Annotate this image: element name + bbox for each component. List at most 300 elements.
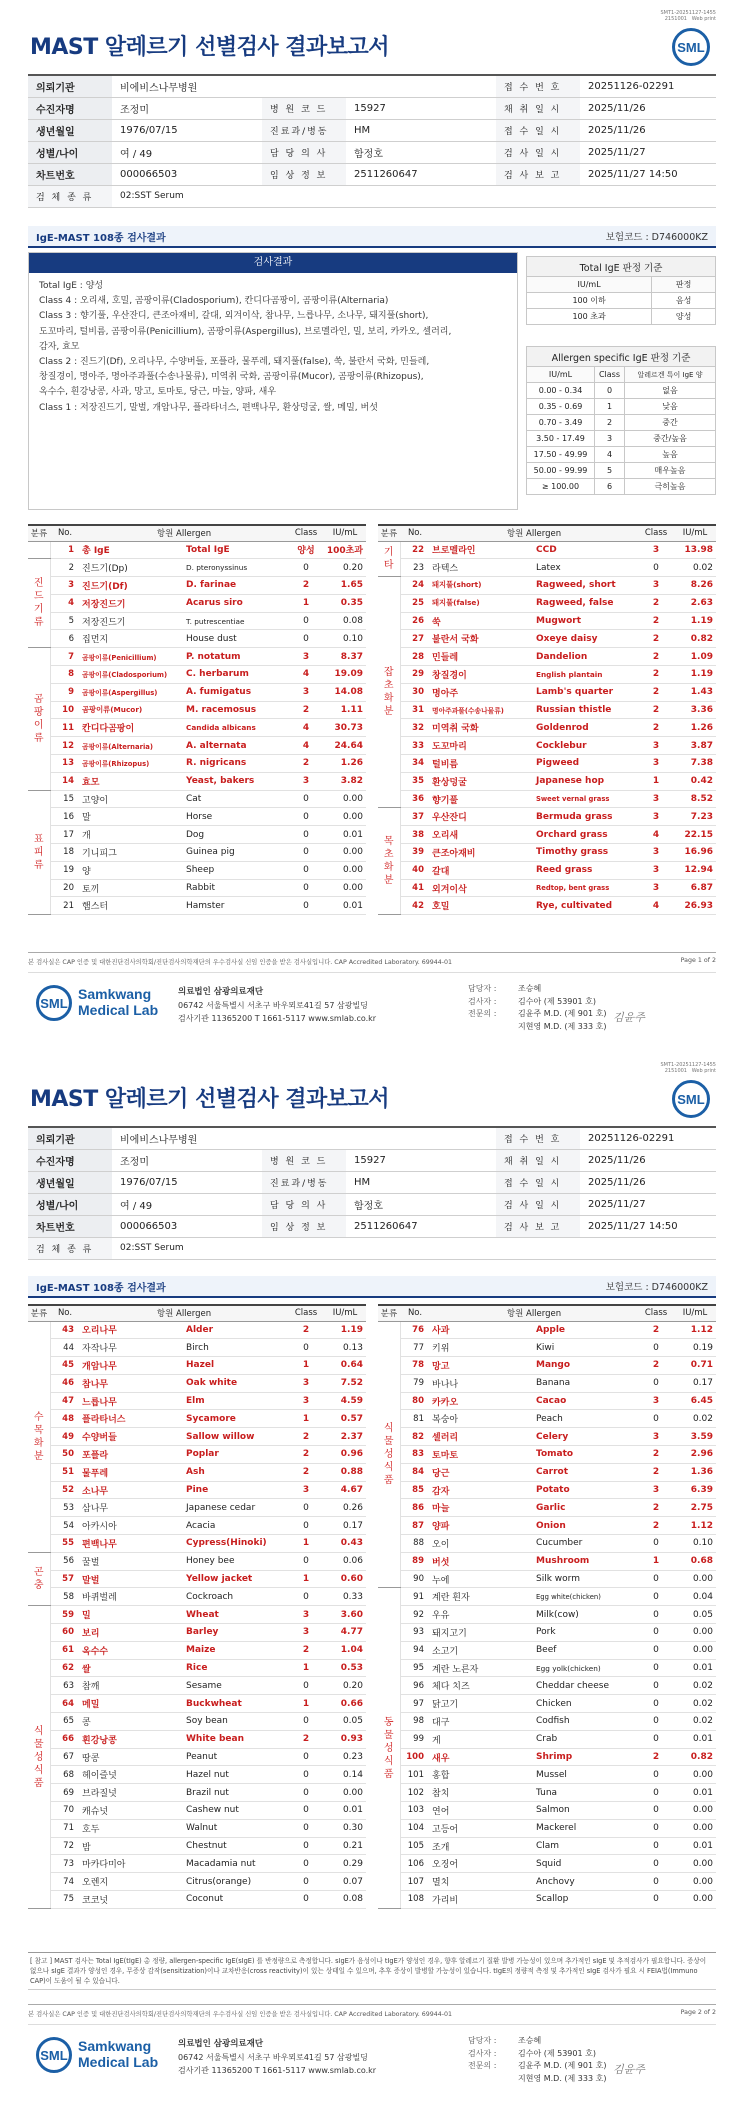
allergen-class: 2 <box>638 1748 674 1766</box>
criteria-row <box>527 399 716 415</box>
allergen-no: 98 <box>400 1713 430 1731</box>
allergen-english-name: Bermuda grass <box>534 808 638 826</box>
allergen-korean-name: 감자 <box>430 1481 534 1499</box>
allergen-english-name: Yeast, bakers <box>184 772 288 790</box>
allergen-no: 36 <box>400 790 430 808</box>
allergen-class: 0 <box>288 1837 324 1855</box>
dept-label: 진료과/병동 <box>262 119 346 141</box>
allergen-korean-name: 셀러리 <box>430 1428 534 1446</box>
clinical-label: 임 상 정 보 <box>262 1215 346 1237</box>
allergen-no: 91 <box>400 1588 430 1606</box>
allergen-korean-name: 쑥 <box>430 612 534 630</box>
allergen-class: 0 <box>638 1624 674 1642</box>
allergen-korean-name: 마늘 <box>430 1499 534 1517</box>
allergen-english-name: Codfish <box>534 1713 638 1731</box>
lab-staff <box>468 2035 606 2085</box>
allergen-korean-name: 양 <box>80 861 184 879</box>
allergen-english-name: Crab <box>534 1730 638 1748</box>
allergen-no: 64 <box>50 1695 80 1713</box>
allergen-korean-name: 당근 <box>430 1463 534 1481</box>
specific-ige-criteria-table <box>526 346 716 495</box>
allergen-row <box>378 1784 716 1802</box>
allergen-row <box>378 612 716 630</box>
allergen-no: 16 <box>50 808 80 826</box>
allergen-no: 48 <box>50 1410 80 1428</box>
allergen-class: 0 <box>288 1552 324 1570</box>
allergen-korean-name: 망고 <box>430 1357 534 1375</box>
allergen-class: 0 <box>288 861 324 879</box>
allergen-english-name: Oxeye daisy <box>534 630 638 648</box>
allergen-group-label: 식 물 성 식 품 <box>28 1606 50 1909</box>
criteria-cell: 극히높음 <box>625 479 716 495</box>
allergen-class: 2 <box>288 1463 324 1481</box>
allergen-row <box>28 1766 366 1784</box>
org-label: 의뢰기관 <box>28 1127 112 1149</box>
allergen-english-name: Total IgE <box>184 541 288 559</box>
allergen-english-name: Wheat <box>184 1606 288 1624</box>
patient-info-table <box>28 74 716 208</box>
allergen-no: 76 <box>400 1321 430 1339</box>
allergen-value: 22.15 <box>674 826 716 844</box>
allergen-class: 1 <box>288 1357 324 1375</box>
allergen-korean-name: 도꼬마리 <box>430 737 534 755</box>
allergen-class: 0 <box>288 844 324 862</box>
allergen-class: 2 <box>288 1446 324 1464</box>
test-title-bar <box>28 226 716 248</box>
page-footer <box>28 952 716 966</box>
allergen-row <box>378 1570 716 1588</box>
sml-logo: SML <box>672 28 710 66</box>
allergen-row <box>378 737 716 755</box>
allergen-no: 79 <box>400 1374 430 1392</box>
allergen-class: 3 <box>288 772 324 790</box>
criteria-cell: 100 초과 <box>527 309 652 325</box>
allergen-class: 0 <box>288 1891 324 1909</box>
allergen-english-name: Shrimp <box>534 1748 638 1766</box>
allergen-class: 3 <box>288 1606 324 1624</box>
allergen-english-name: Cucumber <box>534 1535 638 1553</box>
allergen-english-name: Scallop <box>534 1891 638 1909</box>
allergen-korean-name: 닭고기 <box>430 1695 534 1713</box>
allergen-korean-name: 개암나무 <box>80 1357 184 1375</box>
allergen-row <box>378 1357 716 1375</box>
allergen-korean-name: 사과 <box>430 1321 534 1339</box>
allergen-no: 63 <box>50 1677 80 1695</box>
dob-label: 생년월일 <box>28 1171 112 1193</box>
criteria-cell: 17.50 - 49.99 <box>527 447 595 463</box>
allergen-value: 1.12 <box>674 1321 716 1339</box>
allergen-group-label: 곤 충 <box>28 1552 50 1605</box>
accreditation-text: 본 검사실은 CAP 인증 및 대한진단검사의학회/진단검사의학재단의 우수검사실 신임 인증을 받은 검사실입니다. CAP Accredited Laboratory. 69944-01 <box>28 2011 453 2018</box>
allergen-no: 38 <box>400 826 430 844</box>
allergen-value: 0.68 <box>674 1552 716 1570</box>
allergen-no: 54 <box>50 1517 80 1535</box>
allergen-row <box>378 1641 716 1659</box>
recv-no-value: 20251126-02291 <box>580 1127 716 1149</box>
page-number: Page 2 of 2 <box>680 2009 716 2016</box>
allergen-row <box>28 737 366 755</box>
no-header: No. <box>400 1305 430 1321</box>
allergen-class: 4 <box>638 897 674 915</box>
allergen-value: 0.82 <box>674 630 716 648</box>
allergen-english-name: Mussel <box>534 1766 638 1784</box>
allergen-row <box>28 897 366 915</box>
sml-logo: SML <box>672 1080 710 1118</box>
allergen-value: 13.98 <box>674 541 716 559</box>
allergen-english-name: Orchard grass <box>534 826 638 844</box>
allergen-class: 2 <box>288 1730 324 1748</box>
allergen-english-name: Barley <box>184 1624 288 1642</box>
allergen-korean-name: 오렌지 <box>80 1873 184 1891</box>
table-header-row <box>28 1305 366 1321</box>
allergen-no: 86 <box>400 1499 430 1517</box>
allergen-korean-name: 오이 <box>430 1535 534 1553</box>
page-footer <box>28 2004 716 2018</box>
allergen-row <box>28 1606 366 1624</box>
value-header: IU/mL <box>324 525 366 541</box>
allergen-english-name: Rye, cultivated <box>534 897 638 915</box>
criteria-cell: 0.35 - 0.69 <box>527 399 595 415</box>
allergen-group-label: 수 목 화 분 <box>28 1321 50 1552</box>
allergen-no: 52 <box>50 1481 80 1499</box>
allergen-korean-name: 돼지고기 <box>430 1624 534 1642</box>
allergen-value: 8.26 <box>674 577 716 595</box>
allergen-korean-name: 바나나 <box>430 1374 534 1392</box>
allergen-row <box>378 1730 716 1748</box>
allergen-class: 2 <box>638 1463 674 1481</box>
allergen-value: 0.00 <box>674 1819 716 1837</box>
allergen-value: 0.21 <box>324 1837 366 1855</box>
allergen-english-name: Mushroom <box>534 1552 638 1570</box>
lab-foundation: 의료법인 삼광의료재단 <box>178 2039 264 2049</box>
allergen-value: 0.00 <box>324 844 366 862</box>
allergen-value: 12.94 <box>674 861 716 879</box>
allergen-value: 0.43 <box>324 1535 366 1553</box>
allergen-korean-name: 복숭아 <box>430 1410 534 1428</box>
allergen-korean-name: 연어 <box>430 1802 534 1820</box>
specimen-value: 02:SST Serum <box>112 1237 716 1259</box>
allergen-english-name: Egg white(chicken) <box>534 1588 638 1606</box>
allergen-korean-name: 오리새 <box>430 826 534 844</box>
allergen-value: 0.82 <box>674 1748 716 1766</box>
allergen-value: 30.73 <box>324 719 366 737</box>
allergen-value: 3.36 <box>674 701 716 719</box>
allergen-korean-name: 효모 <box>80 772 184 790</box>
allergen-row <box>378 1677 716 1695</box>
allergen-no: 74 <box>50 1873 80 1891</box>
allergen-value: 0.01 <box>674 1837 716 1855</box>
allergen-korean-name: 저장진드기 <box>80 612 184 630</box>
no-header: No. <box>400 525 430 541</box>
criteria-header: 알레르겐 특이 IgE 양 <box>625 367 716 383</box>
allergen-row <box>378 1428 716 1446</box>
allergen-row <box>28 719 366 737</box>
allergen-class: 3 <box>638 879 674 897</box>
allergen-korean-name: 토끼 <box>80 879 184 897</box>
criteria-row <box>527 431 716 447</box>
allergen-no: 22 <box>400 541 430 559</box>
hosp-code-value: 15927 <box>346 1149 496 1171</box>
result-summary-line: Class 2 : 진드기(Df), 오리나무, 수양버들, 포플라, 물푸레, 돼지풀(false), 쑥, 불란서 국화, 민들레, <box>39 357 430 368</box>
staff-name: 지현영 M.D. (제 333 호) <box>518 1021 607 1031</box>
allergen-no: 24 <box>400 577 430 595</box>
allergen-english-name: Brazil nut <box>184 1784 288 1802</box>
allergen-no: 62 <box>50 1659 80 1677</box>
criteria-cell: 5 <box>595 463 625 479</box>
allergen-row <box>28 541 366 559</box>
allergen-english-name: Pigweed <box>534 755 638 773</box>
allergen-class: 4 <box>288 737 324 755</box>
allergen-value: 3.60 <box>324 1606 366 1624</box>
staff-role: 전문의 : <box>468 2061 497 2070</box>
allergen-korean-name: 누에 <box>430 1570 534 1588</box>
allergen-korean-name: 꿀벌 <box>80 1552 184 1570</box>
allergen-row <box>28 1784 366 1802</box>
allergen-class: 0 <box>638 1374 674 1392</box>
allergen-value: 7.52 <box>324 1374 366 1392</box>
allergen-row <box>378 790 716 808</box>
allergen-row <box>28 826 366 844</box>
allergen-row <box>28 577 366 595</box>
allergen-value: 0.01 <box>674 1730 716 1748</box>
allergen-class: 0 <box>288 790 324 808</box>
allergen-class: 1 <box>288 594 324 612</box>
allergen-english-name: Ash <box>184 1463 288 1481</box>
allergen-row <box>28 1588 366 1606</box>
allergen-value: 0.00 <box>324 861 366 879</box>
staff-name: 김윤주 M.D. (제 901 호) <box>518 1009 607 1018</box>
allergen-korean-name: 밤 <box>80 1837 184 1855</box>
allergen-class: 0 <box>288 826 324 844</box>
allergen-no: 1 <box>50 541 80 559</box>
allergen-row <box>28 879 366 897</box>
allergen-class: 0 <box>288 1802 324 1820</box>
allergen-no: 77 <box>400 1339 430 1357</box>
allergen-row <box>378 1499 716 1517</box>
allergen-english-name: Celery <box>534 1428 638 1446</box>
allergen-value: 0.23 <box>324 1748 366 1766</box>
allergen-no: 96 <box>400 1677 430 1695</box>
allergen-group-label <box>28 541 50 559</box>
org-label: 의뢰기관 <box>28 75 112 97</box>
staff-role: 검사자 : <box>468 996 497 1006</box>
allergen-no: 10 <box>50 701 80 719</box>
allergen-value: 0.01 <box>324 897 366 915</box>
staff-name: 김수아 (제 53901 호) <box>518 2048 596 2058</box>
allergen-english-name: Acacia <box>184 1517 288 1535</box>
allergen-group-label: 진 드 기 류 <box>28 559 50 648</box>
web-print-stamp: SMT1-20251127-1455 2151001 Web print <box>660 1062 716 1074</box>
allergen-no: 101 <box>400 1766 430 1784</box>
org-value: 비에비스나무병원 <box>112 1127 496 1149</box>
allergen-english-name: Peanut <box>184 1748 288 1766</box>
dob-value: 1976/07/15 <box>112 1171 262 1193</box>
allergen-english-name: Clam <box>534 1837 638 1855</box>
allergen-value: 0.20 <box>324 559 366 577</box>
reference-note: [ 참고 ] MAST 검사는 Total IgE(tIgE) 총 정량, allergen-specific IgE(sIgE) 를 반정량으로 측정합니다. sIgE가 음성이나 tIgE가 양성인 경우, 향후 알레르기 질환 발병 가능성이 있으며 추가적인 sIgE 및 추적검사가 필요합니다. 증상이 없으나 sIgE 결과가 양성인 경우, 무증상 감작(sensitization)이나 교차반응(cross reactivity)이 있는 상태일 수 있으며, 추후 증상이 발병할 가능성이 있습니다. tIgE의 정량적 측정 및 추가적인 sIgE 검사가 필요 시 FEIA법(Immuno CAP)이 도움이 될 수 있습니다. <box>28 1952 716 1990</box>
allergen-english-name: Beef <box>534 1641 638 1659</box>
allergen-row <box>378 1481 716 1499</box>
allergen-english-name: Alder <box>184 1321 288 1339</box>
allergen-english-name: Candida albicans <box>184 719 288 737</box>
allergen-row <box>378 541 716 559</box>
allergen-korean-name: 곰팡이류(Penicillium) <box>80 648 184 666</box>
allergen-english-name: Ragweed, short <box>534 577 638 595</box>
allergen-row <box>28 594 366 612</box>
allergen-class: 3 <box>638 1392 674 1410</box>
allergen-korean-name: 고등어 <box>430 1819 534 1837</box>
test-date-label: 검 사 일 시 <box>496 1193 580 1215</box>
allergen-korean-name: 계란 노른자 <box>430 1659 534 1677</box>
allergen-korean-name: 게 <box>430 1730 534 1748</box>
allergen-value: 0.13 <box>324 1339 366 1357</box>
allergen-class: 2 <box>638 683 674 701</box>
report-title: MAST 알레르기 선별검사 결과보고서 <box>30 35 390 60</box>
allergen-table-p2-left <box>28 1304 366 1909</box>
allergen-no: 105 <box>400 1837 430 1855</box>
allergen-class: 1 <box>638 1552 674 1570</box>
allergen-value: 0.04 <box>674 1588 716 1606</box>
allergen-row <box>28 1552 366 1570</box>
allergen-korean-name: 편백나무 <box>80 1535 184 1553</box>
allergen-korean-name: 브로멜라인 <box>430 541 534 559</box>
allergen-no: 31 <box>400 701 430 719</box>
value-header: IU/mL <box>324 1305 366 1321</box>
allergen-no: 104 <box>400 1819 430 1837</box>
allergen-english-name: House dust <box>184 630 288 648</box>
allergen-value: 8.37 <box>324 648 366 666</box>
accreditation-text: 본 검사실은 CAP 인증 및 대한진단검사의학회/진단검사의학재단의 우수검사실 신임 인증을 받은 검사실입니다. CAP Accredited Laboratory. 69944-01 <box>28 959 453 966</box>
allergen-class: 3 <box>638 861 674 879</box>
allergen-class: 0 <box>638 1570 674 1588</box>
dob-label: 생년월일 <box>28 119 112 141</box>
allergen-no: 42 <box>400 897 430 915</box>
allergen-korean-name: 헤이즐넛 <box>80 1766 184 1784</box>
allergen-no: 65 <box>50 1713 80 1731</box>
allergen-row <box>28 1802 366 1820</box>
allergen-row <box>378 844 716 862</box>
allergen-class: 2 <box>288 1428 324 1446</box>
allergen-english-name: Mugwort <box>534 612 638 630</box>
chart-label: 차트번호 <box>28 1215 112 1237</box>
allergen-english-name: Salmon <box>534 1802 638 1820</box>
allergen-no: 75 <box>50 1891 80 1909</box>
allergen-korean-name: 콩 <box>80 1713 184 1731</box>
allergen-class: 0 <box>288 1873 324 1891</box>
criteria-cell: 높음 <box>625 447 716 463</box>
allergen-class: 0 <box>288 1339 324 1357</box>
allergen-english-name: Hazel <box>184 1357 288 1375</box>
allergen-korean-name: 아카시아 <box>80 1517 184 1535</box>
allergen-english-name: Banana <box>534 1374 638 1392</box>
allergen-no: 18 <box>50 844 80 862</box>
clinical-value: 2511260647 <box>346 1215 496 1237</box>
allergen-no: 66 <box>50 1730 80 1748</box>
report-value: 2025/11/27 14:50 <box>580 163 716 185</box>
allergen-english-name: P. notatum <box>184 648 288 666</box>
allergen-no: 80 <box>400 1392 430 1410</box>
allergen-value: 7.38 <box>674 755 716 773</box>
collect-label: 채 취 일 시 <box>496 1149 580 1171</box>
allergen-value: 0.29 <box>324 1855 366 1873</box>
allergen-english-name: Rabbit <box>184 879 288 897</box>
criteria-cell: 음성 <box>652 293 716 309</box>
allergen-value: 4.77 <box>324 1624 366 1642</box>
allergen-class: 1 <box>288 1570 324 1588</box>
allergen-english-name: Chicken <box>534 1695 638 1713</box>
allergen-value: 0.00 <box>324 808 366 826</box>
allergen-row <box>28 1374 366 1392</box>
allergen-korean-name: 캐슈넛 <box>80 1802 184 1820</box>
allergen-english-name: Coconut <box>184 1891 288 1909</box>
criteria-row <box>527 309 716 325</box>
allergen-no: 81 <box>400 1410 430 1428</box>
allergen-english-name: Egg yolk(chicken) <box>534 1659 638 1677</box>
allergen-row <box>28 1855 366 1873</box>
allergen-english-name: Buckwheat <box>184 1695 288 1713</box>
allergen-english-name: Poplar <box>184 1446 288 1464</box>
allergen-korean-name: 미역취 국화 <box>430 719 534 737</box>
allergen-english-name: Garlic <box>534 1499 638 1517</box>
allergen-korean-name: 소고기 <box>430 1641 534 1659</box>
total-ige-criteria-table <box>526 256 716 325</box>
allergen-row <box>28 648 366 666</box>
allergen-english-name: Rice <box>184 1659 288 1677</box>
allergen-value: 2.37 <box>324 1428 366 1446</box>
lab-logo: SML <box>36 985 72 1021</box>
hosp-code-label: 병 원 코 드 <box>262 1149 346 1171</box>
allergen-english-name: Sallow willow <box>184 1428 288 1446</box>
allergen-value: 1.36 <box>674 1463 716 1481</box>
allergen-value: 1.12 <box>674 1517 716 1535</box>
allergen-row <box>28 1535 366 1553</box>
allergen-korean-name: 갈대 <box>430 861 534 879</box>
allergen-korean-name: 곰팡이류(Cladosporium) <box>80 666 184 684</box>
allergen-value: 0.00 <box>674 1624 716 1642</box>
lab-name <box>78 986 158 1018</box>
allergen-value: 0.19 <box>674 1339 716 1357</box>
allergen-english-name: T. putrescentiae <box>184 612 288 630</box>
doctor-value: 함정호 <box>346 1193 496 1215</box>
allergen-no: 92 <box>400 1606 430 1624</box>
criteria-cell: 3 <box>595 431 625 447</box>
allergen-class: 0 <box>638 559 674 577</box>
result-summary-line: 감자, 효모 <box>39 341 80 352</box>
allergen-table-p1-right <box>378 524 716 915</box>
allergen-row <box>378 879 716 897</box>
allergen-korean-name: 밀 <box>80 1606 184 1624</box>
allergen-english-name: Anchovy <box>534 1873 638 1891</box>
allergen-class: 2 <box>638 1321 674 1339</box>
allergen-english-name: A. alternata <box>184 737 288 755</box>
allergen-class: 2 <box>638 701 674 719</box>
allergen-row <box>378 1837 716 1855</box>
allergen-class: 0 <box>638 1659 674 1677</box>
allergen-no: 93 <box>400 1624 430 1642</box>
allergen-class: 0 <box>288 1499 324 1517</box>
allergen-no: 82 <box>400 1428 430 1446</box>
allergen-class: 0 <box>638 1535 674 1553</box>
criteria-cell: 2 <box>595 415 625 431</box>
allergen-english-name: Guinea pig <box>184 844 288 862</box>
report-title: MAST 알레르기 선별검사 결과보고서 <box>30 1087 390 1112</box>
allergen-korean-name: 수양버들 <box>80 1428 184 1446</box>
allergen-row <box>378 755 716 773</box>
allergen-korean-name: 환상덩굴 <box>430 772 534 790</box>
allergen-english-name: Russian thistle <box>534 701 638 719</box>
allergen-class: 3 <box>288 1392 324 1410</box>
report-label: 검 사 보 고 <box>496 163 580 185</box>
